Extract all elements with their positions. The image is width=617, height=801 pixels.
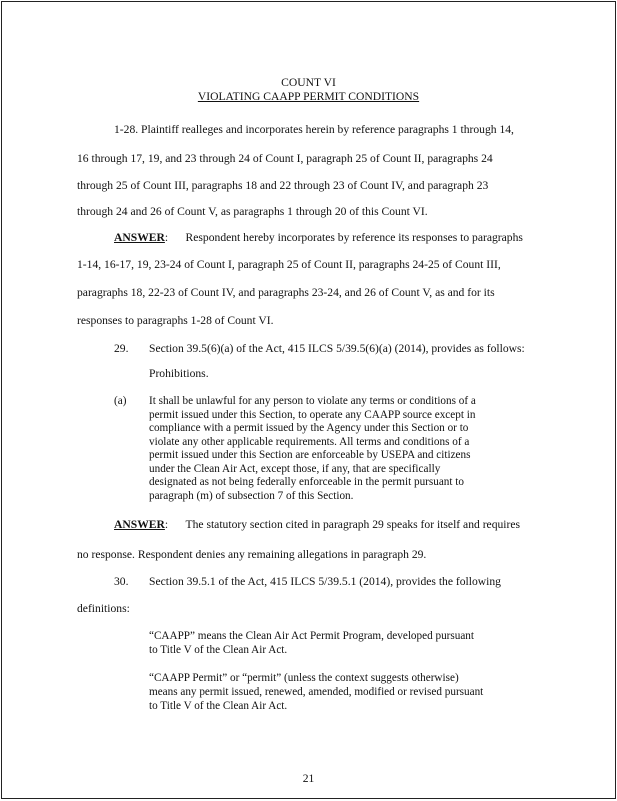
para-29-quote-line-8: paragraph (m) of subsection 7 of this Section. bbox=[149, 490, 354, 502]
def-2-line-1: “CAAPP Permit” or “permit” (unless the context suggests otherwise) bbox=[149, 672, 459, 684]
answer-1-first-line: ANSWER: Respondent hereby incorporates by reference its responses to paragraphs bbox=[114, 231, 523, 244]
answer-2-line-2: no response. Respondent denies any remaining allegations in paragraph 29. bbox=[77, 548, 427, 561]
para-29-quote-line-5: permit issued under this Section are enforceable by USEPA and citizens bbox=[149, 449, 471, 461]
document-page bbox=[1, 1, 616, 799]
page-number: 21 bbox=[302, 772, 315, 785]
count-subtitle: VIOLATING CAAPP PERMIT CONDITIONS bbox=[197, 90, 420, 103]
para-30-number: 30. bbox=[114, 575, 129, 588]
para-29-quote-line-4: violate any other applicable requirements. All terms and conditions of a bbox=[149, 436, 470, 448]
para-29-quote-line-3: compliance with a permit issued by the Agency under this Section or to bbox=[149, 422, 469, 434]
def-2-line-2: means any permit issued, renewed, amended, modified or revised pursuant bbox=[149, 686, 484, 698]
def-1-line-1: “CAAPP” means the Clean Air Act Permit Program, developed pursuant bbox=[149, 630, 474, 642]
para-1-28-line-2: 16 through 17, 19, and 23 through 24 of Count I, paragraph 25 of Count II, paragraphs 24 bbox=[77, 152, 493, 165]
para-29-heading: Prohibitions. bbox=[149, 367, 209, 380]
answer-1-line-2: 1-14, 16-17, 19, 23-24 of Count I, paragraph 25 of Count II, paragraphs 24-25 of Count III, bbox=[77, 258, 501, 271]
answer-label: ANSWER bbox=[114, 518, 165, 531]
para-30-continuation: definitions: bbox=[77, 602, 130, 615]
def-2-line-3: to Title V of the Clean Air Act. bbox=[149, 700, 288, 712]
para-1-28-line-4: through 24 and 26 of Count V, as paragraphs 1 through 20 of this Count VI. bbox=[77, 205, 428, 218]
para-30-text: Section 39.5.1 of the Act, 415 ILCS 5/39.5.1 (2014), provides the following bbox=[149, 575, 501, 588]
para-1-28-line-3: through 25 of Count III, paragraphs 18 and 22 through 23 of Count IV, and paragraph 23 bbox=[77, 179, 489, 192]
para-29-quote-line-1: It shall be unlawful for any person to violate any terms or conditions of a bbox=[149, 395, 476, 407]
para-1-28-line-1: 1-28. Plaintiff realleges and incorporates herein by reference paragraphs 1 through 14, bbox=[114, 123, 514, 136]
answer-2-first-line: ANSWER: The statutory section cited in paragraph 29 speaks for itself and requires bbox=[114, 518, 521, 531]
para-29-sub-label: (a) bbox=[114, 395, 127, 407]
def-1-line-2: to Title V of the Clean Air Act. bbox=[149, 644, 288, 656]
answer-1-line-3: paragraphs 18, 22-23 of Count IV, and paragraphs 23-24, and 26 of Count V, as and for its bbox=[77, 286, 495, 299]
para-29-number: 29. bbox=[114, 342, 129, 355]
para-29-text: Section 39.5(6)(a) of the Act, 415 ILCS 5/39.5(6)(a) (2014), provides as follows: bbox=[149, 342, 525, 355]
count-title: COUNT VI bbox=[281, 76, 336, 89]
para-29-quote-line-6: under the Clean Air Act, except those, if any, that are specifically bbox=[149, 463, 441, 475]
para-29-quote-line-7: designated as not being federally enforceable in the permit pursuant to bbox=[149, 476, 465, 488]
para-29-quote-line-2: permit issued under this Section, to operate any CAAPP source except in bbox=[149, 409, 476, 421]
answer-label: ANSWER bbox=[114, 231, 165, 244]
answer-1-line-4: responses to paragraphs 1-28 of Count VI. bbox=[77, 314, 274, 327]
